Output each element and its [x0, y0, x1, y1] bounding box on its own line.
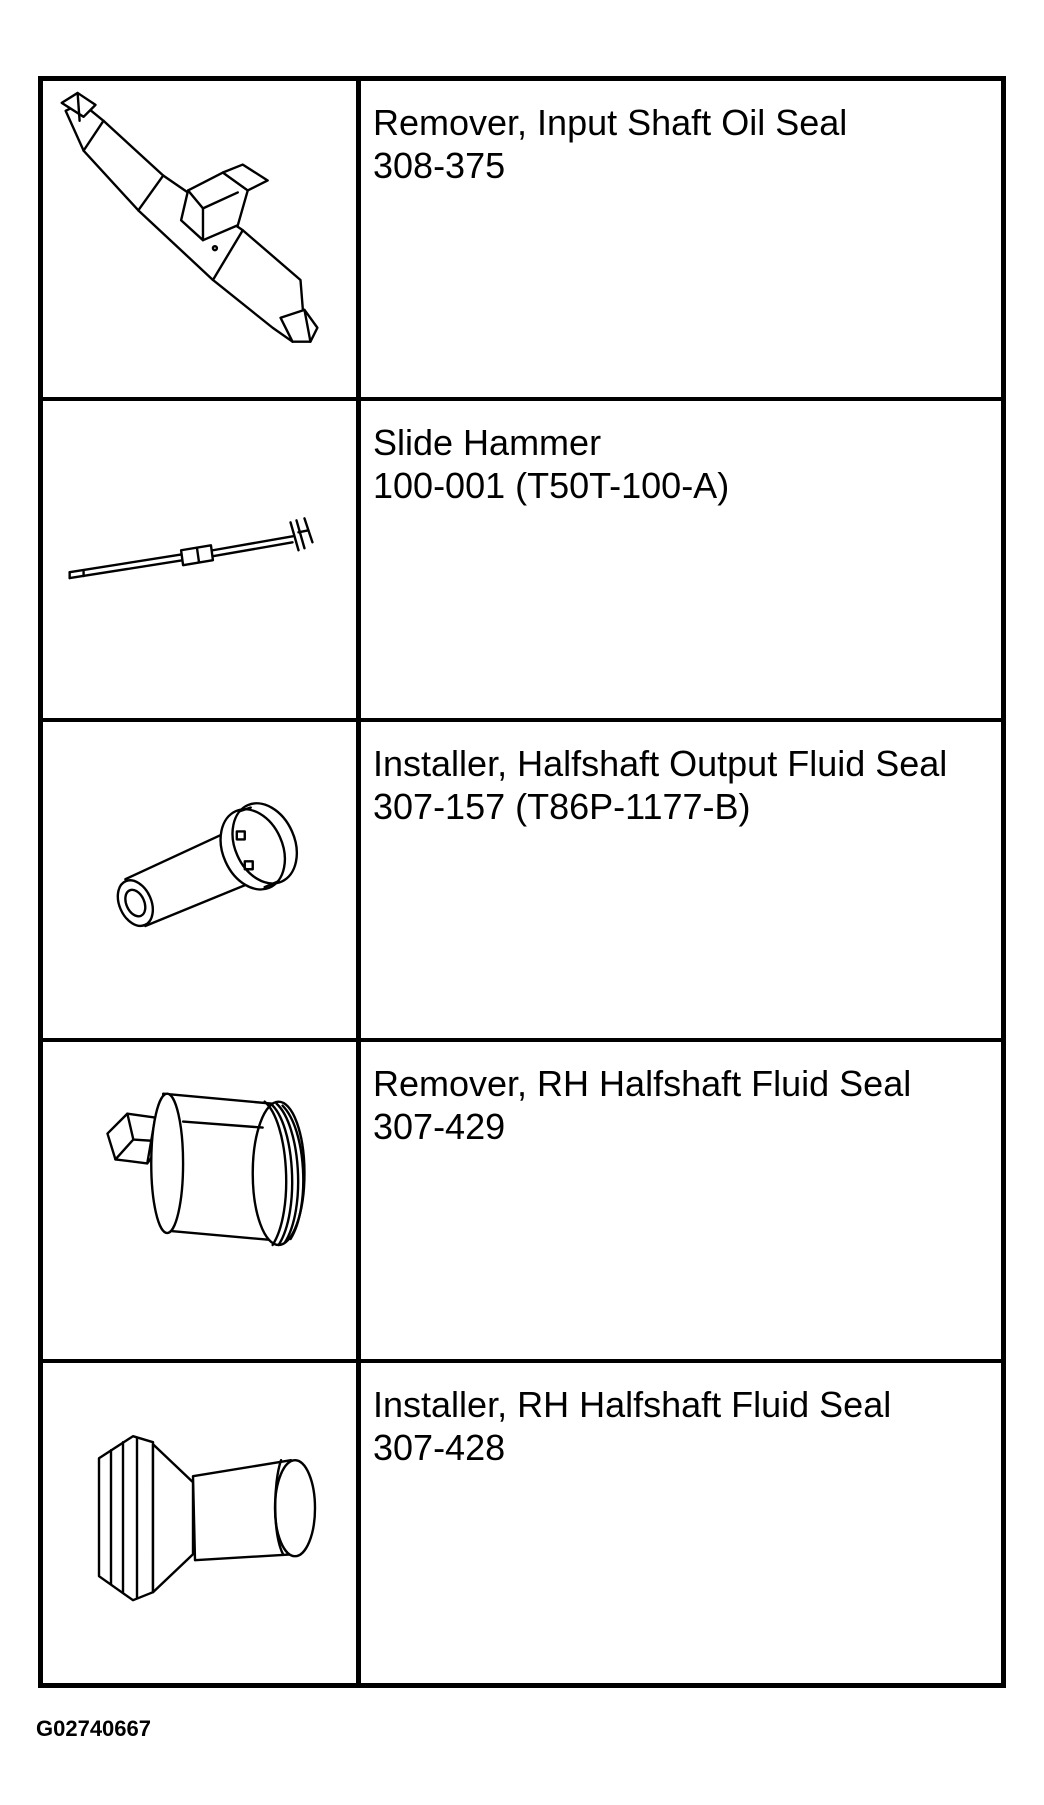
tool-description-cell [361, 1042, 1001, 1362]
slide-hammer-icon [43, 401, 356, 717]
tool-description-cell [361, 1363, 1001, 1683]
figure-id: G02740667 [36, 1716, 151, 1741]
tool-name: Remover, RH Halfshaft Fluid Seal [373, 1063, 912, 1105]
tool-illustration-cell [43, 722, 361, 1042]
tool-illustration-cell [43, 401, 361, 721]
tool-number: 308-375 [373, 145, 506, 186]
rh-seal-installer-icon [43, 1363, 356, 1683]
tool-name: Installer, Halfshaft Output Fluid Seal [373, 742, 948, 784]
tool-number: 100-001 (T50T-100-A) [373, 465, 730, 507]
rh-seal-remover-icon [43, 1042, 356, 1358]
tool-number: 307-157 (T86P-1177-B) [373, 785, 751, 827]
tool-name: Installer, RH Halfshaft Fluid Seal [373, 1383, 892, 1425]
tool-name: Remover, Input Shaft Oil Seal [373, 102, 848, 143]
tool-description-cell [361, 401, 1001, 721]
tool-description-cell [361, 81, 1001, 401]
tool-number: 307-429 [373, 1106, 506, 1148]
tool-illustration-cell [43, 1363, 361, 1683]
fluid-seal-installer-icon [43, 722, 356, 1038]
tool-name: Slide Hammer [373, 422, 602, 464]
tool-description-cell [361, 722, 1001, 1042]
oil-seal-remover-icon [43, 81, 356, 397]
tool-illustration-cell [43, 1042, 361, 1362]
tool-illustration-cell [43, 81, 361, 401]
special-tools-table [38, 76, 1006, 1688]
tool-number: 307-428 [373, 1426, 506, 1468]
